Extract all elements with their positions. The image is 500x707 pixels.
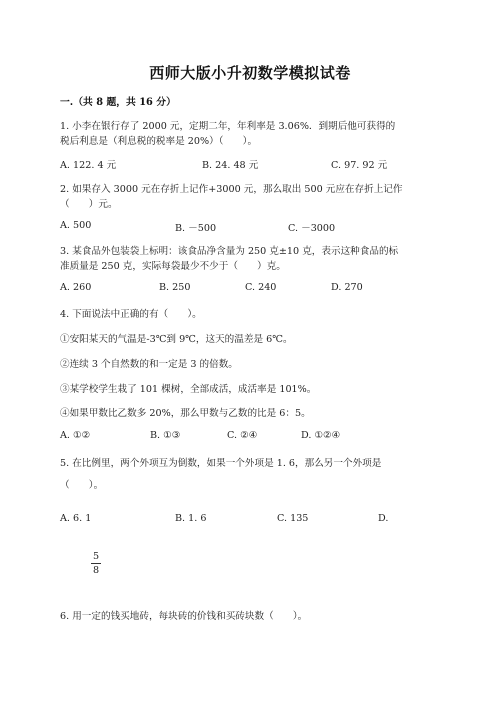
q2-option-c[interactable]: C. －3000 [288, 223, 336, 234]
q6-text-line-1: 6. 用一定的钱买地砖，每块砖的价钱和买砖块数（ ）。 [60, 611, 308, 622]
section-heading: 一.（共 8 题，共 16 分） [60, 97, 176, 108]
q5-option-c[interactable]: C. 135 [277, 513, 309, 524]
fraction-numerator: 5 [92, 551, 100, 562]
q3-text-line-2: 准质量是 250 克，实际每袋最少不少于（ ）克。 [60, 261, 286, 272]
q2-option-a[interactable]: A. 500 [60, 220, 92, 231]
q3-text-line-1: 3. 某食品外包装袋上标明：该食品净含量为 250 克±10 克，表示这种食品的标 [60, 246, 399, 257]
q2-text-line-2: （ ）元。 [60, 199, 118, 210]
q3-option-d[interactable]: D. 270 [331, 282, 363, 293]
q5-option-d[interactable]: D. [378, 513, 389, 524]
q4-statement-4: ④如果甲数比乙数多 20%，那么甲数与乙数的比是 6：5。 [60, 408, 311, 419]
q2-option-b[interactable]: B. －500 [175, 223, 217, 234]
q3-option-a[interactable]: A. 260 [60, 282, 92, 293]
q5-option-b[interactable]: B. 1. 6 [175, 513, 207, 524]
q2-text-line-1: 2. 如果存入 3000 元在存折上记作+3000 元，那么取出 500 元应在存折上记作 [60, 184, 403, 195]
q3-option-b[interactable]: B. 250 [159, 282, 191, 293]
q4-statement-3: ③某学校学生栽了 101 棵树，全部成活，成活率是 101%。 [60, 384, 317, 395]
page-title: 西师大版小升初数学模拟试卷 [149, 64, 351, 82]
q1-text-line-1: 1. 小李在银行存了 2000 元，定期二年，年利率是 3.06%．到期后他可获得的 [60, 121, 396, 132]
q1-text-line-2: 税后利息是（利息税的税率是 20%）（ ）。 [60, 136, 258, 147]
q4-option-c[interactable]: C. ②④ [227, 430, 258, 441]
q1-option-c[interactable]: C. 97. 92 元 [331, 160, 388, 171]
q5-option-d-fraction [91, 551, 101, 576]
q3-option-c[interactable]: C. 240 [245, 282, 277, 293]
q5-option-a[interactable]: A. 6. 1 [60, 513, 92, 524]
q4-statement-2: ②连续 3 个自然数的和一定是 3 的倍数。 [60, 359, 238, 370]
q4-statement-1: ①安阳某天的气温是-3℃到 9℃，这天的温差是 6℃。 [60, 334, 293, 345]
q5-text-line-2: （ ）。 [60, 480, 104, 491]
fraction-bar [91, 563, 101, 564]
fraction-denominator: 8 [92, 565, 100, 576]
q4-text-line-1: 4. 下面说法中正确的有（ ）。 [60, 309, 202, 320]
q1-option-b[interactable]: B. 24. 48 元 [202, 160, 259, 171]
q4-option-b[interactable]: B. ①③ [150, 430, 181, 441]
q4-option-d[interactable]: D. ①②④ [301, 430, 341, 441]
q4-option-a[interactable]: A. ①② [60, 430, 91, 441]
q1-option-a[interactable]: A. 122. 4 元 [60, 160, 117, 171]
q5-text-line-1: 5. 在比例里，两个外项互为倒数，如果一个外项是 1. 6，那么另一个外项是 [60, 458, 382, 469]
